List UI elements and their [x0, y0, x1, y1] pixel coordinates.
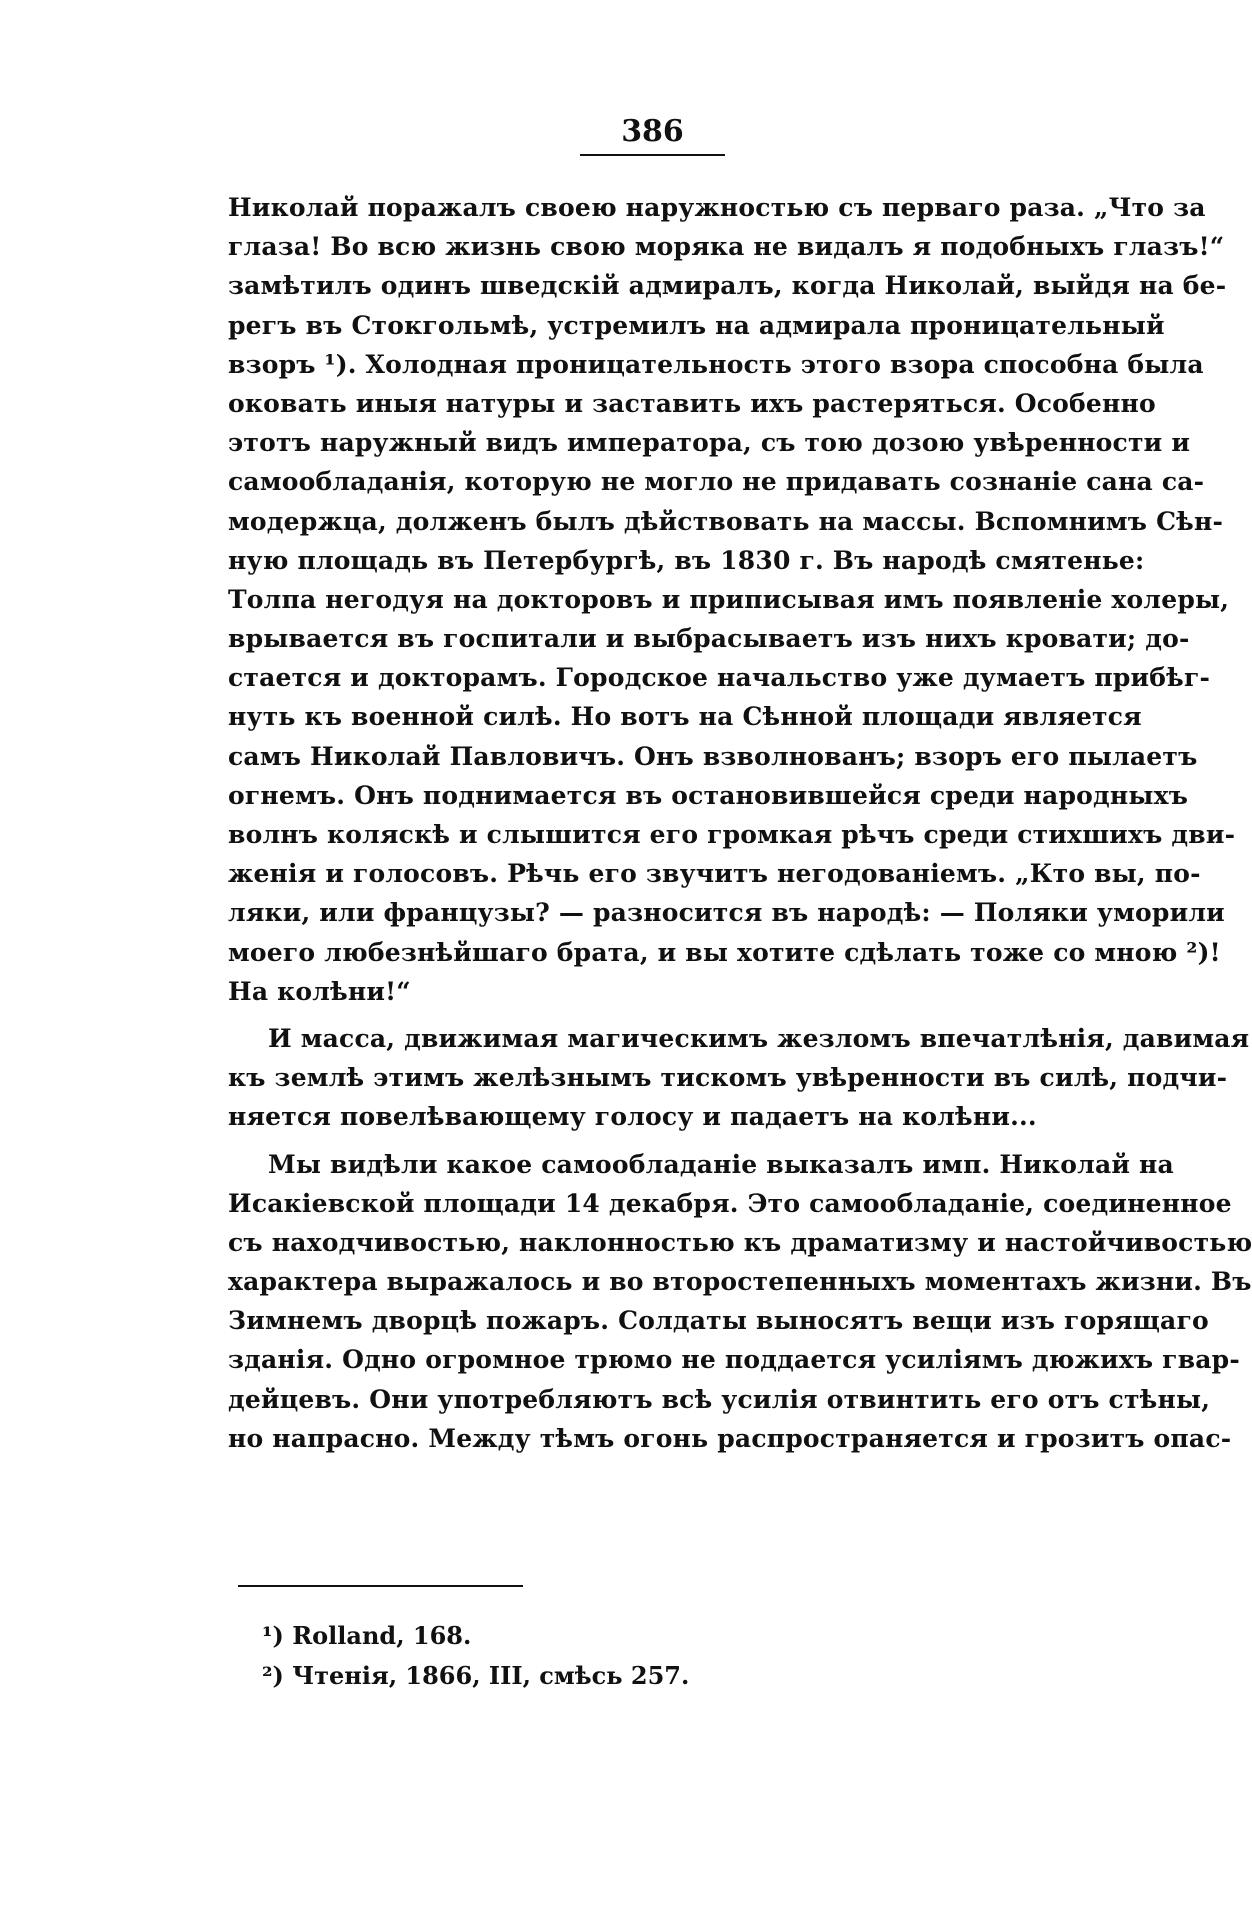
- text-line: няется повелѣвающему голосу и падаетъ на колѣни...: [228, 1102, 1037, 1132]
- text-line: самообладанія, которую не могло не придавать сознаніе сана са-: [228, 467, 1205, 497]
- text-line: но напрасно. Между тѣмъ огонь распространяется и грозитъ опас-: [228, 1423, 1232, 1453]
- footnote: ¹) Rolland, 168.: [262, 1621, 472, 1650]
- text-line: взоръ ¹). Холодная проницательность этого взора способна была: [228, 349, 1204, 379]
- text-line: Мы видѣли какое самообладаніе выказалъ имп. Николай на: [268, 1149, 1174, 1179]
- text-line: глаза! Во всю жизнь свою моряка не видалъ я подобныхъ глазъ!“: [228, 232, 1225, 262]
- text-line: И масса, движимая магическимъ жезломъ впечатлѣнія, давимая: [268, 1023, 1250, 1053]
- text-line: Николай поражалъ своею наружностью съ перваго раза. „Что за: [228, 193, 1206, 222]
- text-line: волнъ коляскѣ и слышится его громкая рѣчъ среди стихшихъ дви-: [228, 820, 1236, 849]
- body-text: [228, 188, 1252, 1458]
- text-line: женія и голосовъ. Рѣчь его звучитъ негодованіемъ. „Кто вы, по-: [228, 859, 1201, 889]
- text-line: огнемъ. Онъ поднимается въ остановившейся среди народныхъ: [228, 780, 1189, 810]
- paragraph: [228, 1145, 1252, 1459]
- text-line: модержца, долженъ былъ дѣйствовать на массы. Вспомнимъ Сѣн-: [228, 506, 1224, 536]
- page-number-underline: [580, 154, 725, 156]
- text-line: Исакіевской площади 14 декабря. Это самообладаніе, соединенное: [228, 1188, 1232, 1218]
- paragraph: [228, 188, 1236, 1011]
- text-line: моего любезнѣйшаго брата, и вы хотите сдѣлать тоже со мною ²)!: [228, 937, 1221, 967]
- text-line: зданія. Одно огромное трюмо не поддается усиліямъ дюжихъ гвар-: [228, 1345, 1240, 1375]
- text-line: врывается въ госпитали и выбрасываетъ изъ нихъ кровати; до-: [228, 624, 1190, 654]
- text-line: этотъ наружный видъ императора, съ тою дозою увѣренности и: [228, 428, 1191, 458]
- paragraph-gap: [228, 1011, 1090, 1019]
- text-line: къ землѣ этимъ желѣзнымъ тискомъ увѣренности въ силѣ, подчи-: [228, 1063, 1228, 1093]
- footnote-separator: [238, 1585, 523, 1587]
- text-line: Зимнемъ дворцѣ пожаръ. Солдаты выносятъ вещи изъ горящаго: [228, 1306, 1209, 1336]
- text-line: дейцевъ. Они употребляютъ всѣ усилія отвинтить его отъ стѣны,: [228, 1384, 1211, 1414]
- text-line: Толпа негодуя на докторовъ и приписывая имъ появленіе холеры,: [228, 584, 1230, 614]
- text-line: замѣтилъ одинъ шведскій адмиралъ, когда Николай, выйдя на бе-: [228, 271, 1227, 301]
- text-line: нуть къ военной силѣ. Но вотъ на Сѣнной площади является: [228, 702, 1142, 732]
- text-line: оковать иныя натуры и заставить ихъ растеряться. Особенно: [228, 388, 1156, 418]
- text-line: ную площадь въ Петербургѣ, въ 1830 г. Въ народѣ смятенье:: [228, 545, 1145, 575]
- text-line: стается и докторамъ. Городское начальство уже думаетъ прибѣг-: [228, 663, 1211, 693]
- text-line: регъ въ Стокгольмѣ, устремилъ на адмирала проницательный: [228, 310, 1165, 340]
- text-line: характера выражалось и во второстепенныхъ моментахъ жизни. Въ: [228, 1267, 1252, 1297]
- paragraph-gap: [228, 1137, 1090, 1145]
- text-line: съ находчивостью, наклонностью къ драматизму и настойчивостью: [228, 1227, 1252, 1257]
- paragraph: [228, 1019, 1250, 1137]
- text-line: самъ Николай Павловичъ. Онъ взволнованъ; взоръ его пылаетъ: [228, 741, 1198, 771]
- footnote: ²) Чтенія, 1866, III, смѣсь 257.: [262, 1661, 690, 1690]
- page-number: 386: [621, 114, 684, 149]
- text-line: На колѣни!“: [228, 976, 411, 1006]
- footnotes: [262, 1616, 1062, 1696]
- text-line: ляки, или французы? — разносится въ народѣ: — Поляки уморили: [228, 898, 1225, 928]
